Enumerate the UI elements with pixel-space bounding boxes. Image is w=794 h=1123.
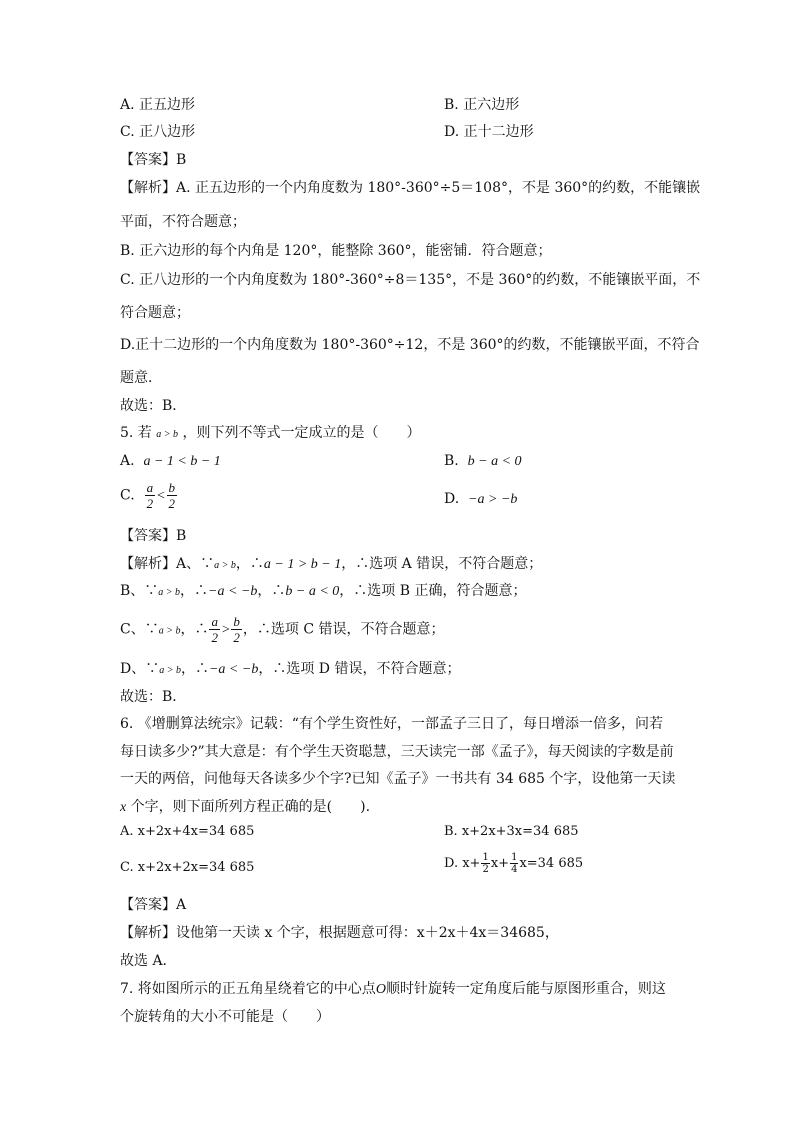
q5-e4-expr: −a < −b xyxy=(208,662,259,677)
q4-option-a: A. 正五边形 xyxy=(120,97,196,113)
q5-e1-suffix: ，∴选项 A 错误，不符合题意； xyxy=(341,556,543,572)
q5-e2-therefore-1: ，∴ xyxy=(180,583,209,599)
q5-option-c-relation: < xyxy=(156,488,166,504)
q4-option-c: C. 正八边形 xyxy=(120,124,196,140)
q5-option-c xyxy=(120,480,178,511)
q5-option-a xyxy=(120,451,221,472)
q5-option-b-label: B. xyxy=(444,453,459,469)
q7-center-point-label: O xyxy=(375,982,386,997)
q6-option-d-num-1: 1 xyxy=(482,852,489,863)
q5-e4-condition: a > b xyxy=(159,665,181,676)
q5-e3-relation: > xyxy=(220,622,231,638)
q5-option-a-label: A. xyxy=(120,453,135,469)
q5-explanation-line-1 xyxy=(120,554,542,576)
q5-option-c-num-1: a xyxy=(146,480,154,495)
q5-e1-therefore: ，∴ xyxy=(235,556,264,572)
q6-option-d-frac-1 xyxy=(481,852,489,875)
q4-option-b: B. 正六边形 xyxy=(444,97,520,113)
q5-e2-expr-1: −a < −b xyxy=(208,584,258,599)
q5-e2-prefix: B、∵ xyxy=(120,583,159,599)
q6-explanation-line-1: 【解析】设他第一天读 x 个字，根据题意可得：x＋2x＋4x＝34685， xyxy=(120,925,559,941)
q5-stem-condition: a > b xyxy=(156,429,179,440)
q5-option-c-den-2: 2 xyxy=(168,496,176,511)
q7-stem-line-2: 个旋转角的大小不可能是（ ） xyxy=(120,1009,330,1025)
q5-e3-suffix: ，∴选项 C 错误，不符合题意； xyxy=(242,621,445,638)
q6-option-d-suffix: x=34 685 xyxy=(519,856,584,871)
q5-option-d xyxy=(444,489,517,510)
q6-answer: 【答案】A xyxy=(120,897,187,913)
q4-choice: 故选：B． xyxy=(120,398,187,414)
q4-explanation-line-1: 【解析】A. 正五边形的一个内角度数为 180°-360°÷5＝108°，不是 360°的约数，不能镶嵌 xyxy=(120,180,701,196)
q4-explanation-line-3: B. 正六边形的每个内角是 120°，能整除 360°，能密铺．符合题意； xyxy=(120,243,552,259)
q5-e3-frac-1 xyxy=(209,614,220,645)
q5-e1-expr: a − 1 > b − 1 xyxy=(263,557,342,572)
q5-e2-suffix: ，∴选项 B 正确，符合题意； xyxy=(339,583,527,599)
q6-stem-variable: x xyxy=(120,800,127,815)
q5-e1-condition: a > b xyxy=(214,560,236,571)
q5-e3-den-2: 2 xyxy=(233,630,240,645)
q5-option-d-label: D. xyxy=(444,491,460,507)
q6-option-c: C. x+2x+2x=34 685 xyxy=(120,860,255,875)
q5-answer: 【答案】B xyxy=(120,528,187,544)
q5-option-b-expr: b − a < 0 xyxy=(467,454,522,469)
q5-option-a-expr: a − 1 < b − 1 xyxy=(143,454,221,469)
q5-e2-therefore-2: ，∴ xyxy=(257,583,286,599)
q4-explanation-line-4: C. 正八边形的一个内角度数为 180°-360°÷8＝135°，不是 360°的约数，不能镶嵌平面，不 xyxy=(120,272,701,288)
q5-explanation-line-3 xyxy=(120,614,445,645)
q6-option-d-num-2: 1 xyxy=(511,852,518,863)
q5-e4-therefore: ，∴ xyxy=(180,661,209,677)
q6-stem-line-2: 每日读多少?”其大意是：有个学生天资聪慧，三天读完一部《孟子》，每天阅读的字数是前 xyxy=(120,744,674,760)
q4-explanation-line-2: 平面，不符合题意； xyxy=(120,214,246,230)
q4-explanation-line-6: D.正十二边形的一个内角度数为 180°-360°÷12，不是 360°的约数，不能镶嵌平面，不符合 xyxy=(120,337,700,353)
q4-explanation-line-7: 题意． xyxy=(120,370,162,386)
q6-option-d-middle: x+ xyxy=(490,856,510,871)
q5-e3-num-2: b xyxy=(233,614,240,629)
q5-e3-frac-2 xyxy=(231,614,242,645)
q5-e3-therefore: ，∴ xyxy=(180,621,209,638)
q5-option-c-num-2: b xyxy=(168,480,176,495)
q5-stem xyxy=(120,423,420,445)
q5-stem-prefix: 5. 若 xyxy=(120,425,152,441)
q5-option-c-den-1: 2 xyxy=(146,496,154,511)
q6-stem-line-1: 6. 《增删算法统宗》记载：“有个学生资性好，一部孟子三日了，每日增添一倍多，问若 xyxy=(120,716,663,732)
q5-e2-condition: a > b xyxy=(158,587,181,598)
q4-option-d: D. 正十二边形 xyxy=(444,124,534,140)
q5-explanation-line-2 xyxy=(120,581,527,603)
q4-explanation-line-5: 符合题意； xyxy=(120,305,190,321)
q6-option-d-prefix: D. x+ xyxy=(444,856,481,871)
q6-option-b: B. x+2x+3x=34 685 xyxy=(444,824,579,839)
q6-option-a: A. x+2x+4x=34 685 xyxy=(120,824,255,839)
q6-stem-line-4-text: 个字，则下面所列方程正确的是( ). xyxy=(126,799,371,815)
q5-option-c-label: C. xyxy=(120,487,135,504)
q7-stem-suffix: 顺时针旋转一定角度后能与原图形重合，则这 xyxy=(385,981,666,997)
q6-option-d-den-1: 2 xyxy=(482,864,489,875)
q4-answer: 【答案】B xyxy=(120,152,187,168)
q6-stem-line-4 xyxy=(120,797,370,818)
q5-option-b xyxy=(444,451,522,472)
q5-explanation-line-4 xyxy=(120,659,460,681)
q6-choice: 故选 A． xyxy=(120,953,177,969)
q6-option-d xyxy=(444,852,583,875)
q7-stem-line-1 xyxy=(120,979,666,1000)
q5-option-c-frac-1 xyxy=(145,480,156,511)
q5-option-d-expr: −a > −b xyxy=(468,492,518,507)
q5-choice: 故选：B． xyxy=(120,689,187,705)
q5-e4-suffix: ，∴选项 D 错误，不符合题意； xyxy=(258,661,461,677)
q6-stem-line-3: 一天的两倍，问他每天各读多少个字?已知《孟子》一书共有 34 685 个字，设他第一天读 xyxy=(120,771,676,787)
q5-e3-num-1: a xyxy=(211,614,218,629)
q5-option-c-frac-2 xyxy=(167,480,178,511)
q6-option-d-frac-2 xyxy=(510,852,518,875)
q5-e4-prefix: D、∵ xyxy=(120,661,160,677)
q5-e3-den-1: 2 xyxy=(211,630,218,645)
q5-e3-condition: a > b xyxy=(158,625,181,637)
q5-e3-prefix: C、∵ xyxy=(120,621,159,638)
q5-stem-suffix: ，则下列不等式一定成立的是（ ） xyxy=(182,425,421,441)
q6-option-d-den-2: 4 xyxy=(511,864,518,875)
q7-stem-prefix: 7. 将如图所示的正五角星绕着它的中心点 xyxy=(120,981,376,997)
q5-e1-prefix: 【解析】A、∵ xyxy=(120,556,215,572)
q5-e2-expr-2: b − a < 0 xyxy=(285,584,340,599)
